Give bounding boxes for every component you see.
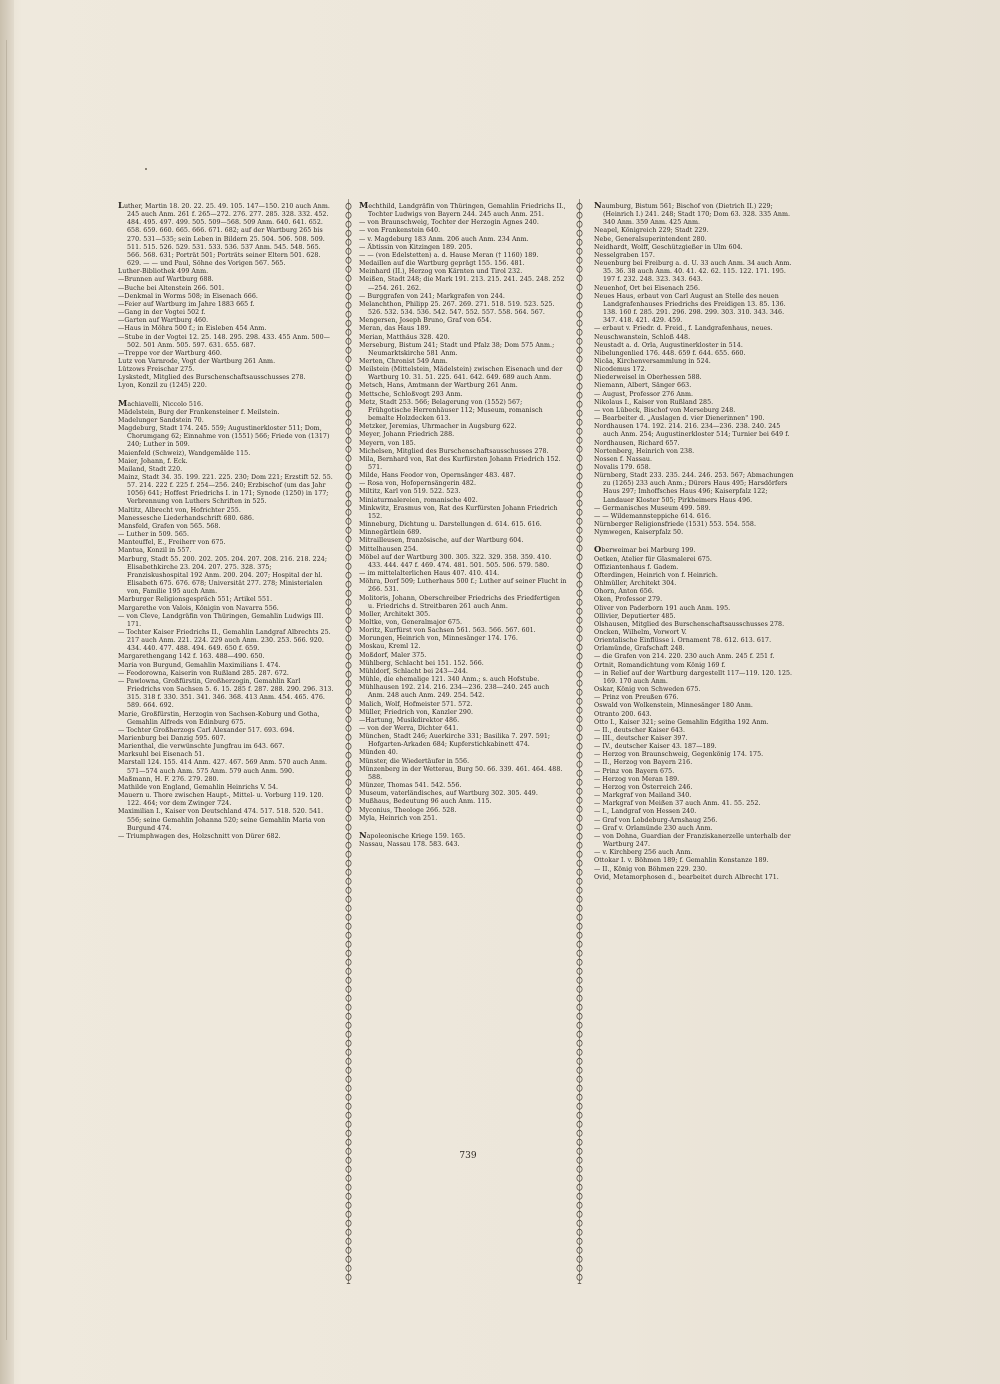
index-entry: Lyon, Konzil zu (1245) 220. xyxy=(118,382,207,390)
index-entry: — Pawlowna, Großfürstin, Großherzogin, Gemahlin Karl Friedrichs von Sachsen 5. 6. 15. 285 f. 287. 288. 290. 296. 313. 315. 318 f. 330. 351. 341. 346. 368. 413 Anm. 454. 465. 476. 589. 664. 692. xyxy=(118,677,334,710)
section-initial: M xyxy=(118,397,128,408)
index-entry: Oswald von Wolkenstein, Minnesänger 180 Anm. xyxy=(594,702,753,710)
index-entry: — Burggrafen von 241; Markgrafen von 244. xyxy=(359,292,505,300)
index-entry: Nymwegen, Kaiserpfalz 50. xyxy=(594,529,684,537)
index-entry: Moskau, Kreml 12. xyxy=(359,643,421,651)
index-entry-text: berweimar bei Marburg 199. xyxy=(601,547,696,555)
index-entry: Mauern u. Thore zwischen Haupt-, Mittel- u. Vorburg 119. 120. 122. 464; vor dem Zwinger 724. xyxy=(118,792,324,808)
index-entry: Marburg, Stadt 55. 200. 202. 205. 204. 207. 208. 216. 218. 224; Elisabethkirche 23. 204. 207. 275. 328. 375; Franziskushospital 192 Anm. 200. 204. 207; Hospital der hl. Elisabeth 675. 676. 678; Universität 277. 278; Ministerialen von, Familie 195 auch Anm. xyxy=(118,555,327,596)
index-entry: Merseburg, Bistum 241; Stadt und Pfalz 38; Dom 575 Anm.; Neumarktskirche 581 Anm. xyxy=(359,341,555,357)
index-entry-text: apoleonische Kriege 159. 165. xyxy=(366,832,466,840)
index-entry: Ottokar I. v. Böhmen 189; f. Gemahlin Konstanze 189. xyxy=(594,857,769,865)
index-entry: Offiziantenhaus f. Gadem. xyxy=(594,563,679,571)
index-entry: Moßdorf, Maler 375. xyxy=(359,651,427,659)
index-entry: Madelunger Sandstein 70. xyxy=(118,416,204,424)
index-entry: Maier, Johann, f. Eck. xyxy=(118,457,188,465)
index-entry: Neustadt a. d. Orla, Augustinerkloster in 514. xyxy=(594,341,743,349)
gutter-line xyxy=(6,40,7,1340)
index-entry: Meinhard (II.), Herzog von Kärnten und Tirol 232. xyxy=(359,268,523,276)
index-entry: Ohorn, Anton 656. xyxy=(594,588,654,596)
index-entry: Mantua, Konzil in 557. xyxy=(118,547,192,555)
index-entry: Möhra, Dorf 509; Lutherhaus 500 f.; Luther auf seiner Flucht in 266. 531. xyxy=(359,578,567,594)
index-entry: Oncken, Wilhelm, Vorwort V. xyxy=(594,628,687,636)
index-entry: —Brunnen auf Wartburg 688. xyxy=(118,276,214,284)
index-entry: — — (von Edelstetten) a. d. Hause Meran († 1160) 189. xyxy=(359,251,539,259)
index-entry: Novalis 179. 658. xyxy=(594,464,651,471)
index-entry: Ollivier, Deputierter 485. xyxy=(594,612,676,620)
index-entry: Niederweisel in Oberhessen 588. xyxy=(594,374,702,382)
section-initial: O xyxy=(594,544,602,555)
index-entry: München, Stadt 246; Auerkirche 331; Basilika 7. 297. 591; Hofgarten-Arkaden 684; Kupferstichkabinett 474. xyxy=(359,733,551,749)
index-entry: — I., Landgraf von Hessen 240. xyxy=(594,808,697,816)
index-entry: — II., König von Böhmen 229. 230. xyxy=(594,865,708,873)
index-entry: —Denkmal in Worms 508; in Eisenach 666. xyxy=(118,292,258,300)
index-entry: — August, Professor 276 Anm. xyxy=(594,390,694,398)
index-entry: — Tochter Kaiser Friedrichs II., Gemahlin Landgraf Albrechts 25. 217 auch Anm. 221. 224. 229 auch Anm. 230. 253. 566. 920. 434. 440. 477. 488. 494. 649. 650 f. 659. xyxy=(118,628,331,653)
index-entry: Oliver von Paderborn 191 auch Anm. 195. xyxy=(594,604,731,612)
index-entry: Otto I., Kaiser 321; seine Gemahlin Edgitha 192 Anm. xyxy=(594,718,769,726)
index-entry: — Bearbeiter d. „Auslagen d. vier Dienerinnen" 190. xyxy=(594,415,765,423)
index-entry: Molitoris, Johann, Oberschreiber Friedrichs des Friedfertigen u. Friedrichs d. Streitbaren 261 auch Anm. xyxy=(359,594,560,610)
index-entry: Oskar, König von Schweden 675. xyxy=(594,686,701,694)
page-mark xyxy=(145,168,147,170)
index-entry: — — Wildemannsteppiche 614. 616. xyxy=(594,512,712,520)
index-entry: —Gang in der Vogtei 502 f. xyxy=(118,309,206,317)
index-entry: —Buche bei Altenstein 266. 501. xyxy=(118,284,225,292)
index-entry: —Haus in Möhra 500 f.; in Eisleben 454 Anm. xyxy=(118,325,267,333)
index-entry: Oetken, Atelier für Glasmalerei 675. xyxy=(594,555,712,563)
index-entry: Mailand, Stadt 220. xyxy=(118,465,183,473)
index-entry xyxy=(594,545,794,555)
index-entry: Museum, vaterländisches, auf Wartburg 302. 305. 449. xyxy=(359,790,538,798)
index-entry: Maienfeld (Schweiz), Wandgemälde 115. xyxy=(118,449,251,457)
index-entry: Ohlmüller, Architekt 304. xyxy=(594,580,677,588)
index-entry: Manteuffel, E., Freiherr von 675. xyxy=(118,539,226,547)
column-divider-ornament-1 xyxy=(344,199,353,1284)
index-entry: Marksuhl bei Eisenach 51. xyxy=(118,751,205,759)
index-entry: — Herzog von Braunschweig, Gegenkönig 174. 175. xyxy=(594,751,764,759)
index-entry: Orlamünde, Grafschaft 248. xyxy=(594,645,685,653)
index-entry: Nicäa, Kirchenversammlung in 524. xyxy=(594,357,711,365)
index-entry: — von Lübeck, Bischof von Merseburg 248. xyxy=(594,406,736,414)
index-entry: Nicodemus 172. xyxy=(594,366,647,374)
index-entry: Milde, Hans Feodor von, Opernsänger 483. 487. xyxy=(359,472,516,480)
index-entry: — von der Werra, Dichter 641. xyxy=(359,725,459,732)
index-entry: — Triumphwagen des, Holzschnitt von Dürer 682. xyxy=(118,832,281,840)
index-entry: Miniaturmalereien, romanische 402. xyxy=(359,496,478,504)
index-entry: Lutz von Varnrode, Vogt der Wartburg 261 Anm. xyxy=(118,357,276,365)
index-entry: — von Frankenstein 640. xyxy=(359,227,441,235)
index-entry: Myconius, Theologe 266. 528. xyxy=(359,806,457,814)
index-entry: — die Grafen von 214. 220. 230 auch Anm. 245 f. 251 f. xyxy=(594,653,775,661)
index-entry xyxy=(118,201,334,268)
index-entry: — Herzog von Österreich 246. xyxy=(594,783,693,791)
index-entry: —Stube in der Vogtei 12. 25. 148. 295. 298. 433. 455 Anm. 500—502. 501 Anm. 505. 597. 631. 655. 687. xyxy=(118,333,330,349)
section-initial: N xyxy=(359,829,367,840)
index-entry: — in Relief auf der Wartburg dargestellt 117—119. 120. 125. 169. 170 auch Anm. xyxy=(594,669,793,685)
index-entry: Margarethengang 142 f. 163. 488—490. 650. xyxy=(118,653,265,661)
index-entry: Neapel, Königreich 229; Stadt 229. xyxy=(594,227,709,235)
index-entry: Marburger Religionsgespräch 551; Artikel 551. xyxy=(118,596,273,604)
index-entry: Mittelhausen 254. xyxy=(359,545,419,553)
column-divider-ornament-2 xyxy=(575,199,584,1284)
index-entry: Neuschwanstein, Schloß 448. xyxy=(594,333,691,341)
index-entry: — von Braunschweig, Tochter der Herzogin Agnes 240. xyxy=(359,219,539,227)
index-entry: Mettsche, Schloßvogt 293 Anm. xyxy=(359,390,463,398)
index-entry: Ortnit, Romandichtung vom König 169 f. xyxy=(594,661,726,669)
index-entry: Meyer, Johann Friedrich 288. xyxy=(359,431,455,439)
index-entry: Medaillen auf die Wartburg geprägt 155. 156. 481. xyxy=(359,260,525,268)
index-entry: Mühlberg, Schlacht bei 151. 152. 566. xyxy=(359,659,484,667)
index-entry: — von Dohna, Guardian der Franziskanerzelle unterhalb der Wartburg 247. xyxy=(594,832,791,849)
index-entry: — Äbtissin von Kitzingen 189. 205. xyxy=(359,243,473,251)
index-entry-text: uther, Martin 18. 20. 22. 25. 49. 105. 147—150. 210 auch Anm. 245 auch Anm. 261 f. 265—272. 276. 277. 285. 328. 332. 452. 484. 495. 497. 499. 505. 509—568. 509 Anm. 640. 641. 652. 658. 659. 660. 665. 666. 671. 682; auf der Wartburg 265 bis 270. 531—535; sein Leben in Bildern 25. 504. 506. 508. 509. 511. 515. 526. 529. 531. 533. 536. 537 Anm. 545. 548. 565. 566. 568. 631; Porträt 501; Porträts seiner Eltern 501. 628. 629. — — und Paul, Söhne des Vorigen 567. 565. xyxy=(123,203,330,268)
index-entry: Meilstein (Mittelstein, Mädelstein) zwischen Eisenach und der Wartburg 10. 31. 51. 225. 641. 642. 649. 689 auch Anm. xyxy=(359,366,563,382)
index-entry: Malich, Wolf, Hofmeister 571. 572. xyxy=(359,700,473,708)
index-entry: Münzer, Thomas 541. 542. 556. xyxy=(359,782,462,790)
index-entry: Mühlhausen 192. 214. 216. 234—236. 238—240. 245 auch Anm. 248 auch Anm. 249. 254. 542. xyxy=(359,684,550,700)
index-entry: Merian, Matthäus 328. 420. xyxy=(359,333,450,341)
index-entry: — von Cleve, Landgräfin von Thüringen, Gemahlin Ludwigs III. 171. xyxy=(118,612,324,628)
index-entry: Neidhardt, Wolff, Geschützgießer in Ulm 604. xyxy=(594,243,743,251)
index-entry: Nordhausen, Richard 657. xyxy=(594,439,680,447)
index-entry-text: aumburg, Bistum 561; Bischof von (Dietrich II.) 229; (Heinrich I.) 241. 248; Stadt 170; Dom 63. 328. 335 Anm. 340 Anm. 359 Anm. 425 Anm. xyxy=(601,203,791,227)
index-entry: Maßmann, H. F. 276. 279. 280. xyxy=(118,775,219,783)
index-entry: Münzenberg in der Wetterau, Burg 50. 66. 339. 461. 464. 488. 588. xyxy=(359,765,563,781)
index-entry: Nebe, Generalsuperintendent 280. xyxy=(594,235,707,243)
index-entry: Moller, Architekt 305. xyxy=(359,610,431,618)
index-entry: Müller, Friedrich von, Kanzler 290. xyxy=(359,708,474,716)
index-entry: Maltitz, Albrecht von, Hofrichter 255. xyxy=(118,506,241,514)
index-entry: Morungen, Heinrich von, Minnesänger 174. 176. xyxy=(359,635,518,643)
index-entry: Meyern, von 185. xyxy=(359,439,416,447)
index-entry: Nürnberg, Stadt 233. 235. 244. 246. 253. 567; Abmachungen zu (1265) 233 auch Anm.; Dürers Haus 495; Harsdörfers Haus 297; Imhoffsches Haus 496; Kaiserpfalz 122; Landauer Kloster 505; Pirkheimers Haus 496. xyxy=(594,472,794,504)
index-entry: Otranto 200. 643. xyxy=(594,710,652,718)
index-entry: Mädelstein, Burg der Frankensteiner f. Meilstein. xyxy=(118,408,280,416)
index-entry: Michelsen, Mitglied des Burschenschaftsausschusses 278. xyxy=(359,447,549,455)
index-entry: Mußhaus, Bedeutung 96 auch Anm. 115. xyxy=(359,798,492,806)
book-spine xyxy=(0,0,14,1384)
index-entry: Lyskstedt, Mitglied des Burschenschaftsausschusses 278. xyxy=(118,374,306,382)
index-entry: — Rosa von, Hofopernsängerin 482. xyxy=(359,480,477,488)
index-entry: Myla, Heinrich von 251. xyxy=(359,814,438,822)
index-entry: Minnegärtlein 689. xyxy=(359,529,422,537)
index-entry: — Graf v. Orlamünde 230 auch Anm. xyxy=(594,824,713,832)
index-entry: Mila, Bernhard von, Rat des Kurfürsten Johann Friedrich 152. 571. xyxy=(359,455,561,471)
index-entry: Maria von Burgund, Gemahlin Maximilians I. 474. xyxy=(118,661,281,669)
index-entry: —Treppe vor der Wartburg 460. xyxy=(118,349,222,357)
index-entry: Nikolaus I., Kaiser von Rußland 285. xyxy=(594,398,714,406)
index-entry: — Prinz von Preußen 676. xyxy=(594,694,679,702)
index-entry: —Hartung, Musikdirektor 486. xyxy=(359,716,460,724)
index-entry: Mengersen, Joseph Bruno, Graf von 654. xyxy=(359,317,492,325)
index-column-2 xyxy=(359,201,567,849)
index-entry: Metz, Stadt 253. 566; Belagerung von (1552) 567; Frühgotische Herrenhäuser 112; Museum, romanisch bemalte Holzdecken 613. xyxy=(359,398,543,423)
index-entry: Minneburg, Dichtung u. Darstellungen d. 614. 615. 616. xyxy=(359,521,542,529)
index-entry: Marienthal, die verwünschte Jungfrau im 643. 667. xyxy=(118,743,285,751)
index-entry: — Graf von Lobdeburg-Arnshaug 256. xyxy=(594,816,718,824)
index-entry: Merten, Chronist 549 Anm. xyxy=(359,357,448,365)
index-entry: — Feodorowna, Kaiserin von Rußland 285. 287. 672. xyxy=(118,669,289,677)
index-entry: Nürnberger Religionsfriede (1531) 553. 554. 558. xyxy=(594,521,757,529)
index-entry-text: echthild, Landgräfin von Thüringen, Gemahlin Friedrichs II., Tochter Ludwigs von Bayern 244. 245 auch Anm. 251. xyxy=(368,203,566,219)
index-entry: — Germanisches Museum 499. 589. xyxy=(594,504,711,512)
index-entry: Münden 40. xyxy=(359,749,398,757)
index-entry: Metsch, Hans, Amtmann der Wartburg 261 Anm. xyxy=(359,382,518,390)
index-entry: — II., Herzog von Bayern 216. xyxy=(594,759,693,767)
section-gap xyxy=(118,391,334,399)
index-entry: Niemann, Albert, Sänger 663. xyxy=(594,382,692,390)
index-entry: Maximilian I., Kaiser von Deutschland 474. 517. 518. 520. 541. 556; seine Gemahlin Johanna 520; seine Gemahlin Maria von Burgund 474. xyxy=(118,808,326,832)
index-entry: — im mittelalterlichen Haus 407. 410. 414. xyxy=(359,570,500,578)
index-entry: Metzker, Jeremias, Uhrmacher in Augsburg 622. xyxy=(359,423,517,431)
index-entry-text: achiavelli, Niccolo 516. xyxy=(127,400,204,408)
index-entry: Ofterdingen, Heinrich von f. Heinrich. xyxy=(594,571,718,579)
index-entry: Mitrailleusen, französische, auf der Wartburg 604. xyxy=(359,537,524,545)
index-entry: Neuenburg bei Freiburg a. d. U. 33 auch Anm. 34 auch Anm. 35. 36. 38 auch Anm. 40. 41. 42. 62. 115. 122. 171. 195. 197 f. 232. 248. 323. 343. 643. xyxy=(594,260,792,284)
index-entry: Marie, Großfürstin, Herzogin von Sachsen-Koburg und Gotha, Gemahlin Alfreds von Edinburg 675. xyxy=(118,710,320,726)
index-entry: Neuenhof, Ort bei Eisenach 256. xyxy=(594,284,701,292)
index-entry: — II., deutscher Kaiser 643. xyxy=(594,726,686,734)
index-entry: Magdeburg, Stadt 174. 245. 559; Augustinerkloster 511; Dom, Chorumgang 62; Einnahme von (1551) 566; Friede von (1317) 240; Luther in 509. xyxy=(118,425,330,449)
index-entry: Orientalische Einflüsse i. Ornament 78. 612. 613. 617. xyxy=(594,637,772,645)
index-entry: Minkwitz, Erasmus von, Rat des Kurfürsten Johann Friedrich 152. xyxy=(359,504,558,520)
index-entry: —Feier auf Wartburg im Jahre 1883 665 f. xyxy=(118,300,255,308)
index-entry: Lützows Freischar 275. xyxy=(118,366,195,374)
index-entry: Nortenberg, Heinrich von 238. xyxy=(594,447,695,455)
index-entry xyxy=(118,399,334,409)
index-entry: Mathilde von England, Gemahlin Heinrichs V. 54. xyxy=(118,783,279,791)
index-entry: Münster, die Wiedertäufer in 556. xyxy=(359,757,470,765)
index-entry: Meran, das Haus 189. xyxy=(359,325,431,333)
index-entry: Marstall 124. 155. 414 Anm. 427. 467. 569 Anm. 570 auch Anm. 571—574 auch Anm. 575 Anm. 579 auch Anm. 590. xyxy=(118,759,328,775)
index-entry: Miltitz, Karl von 519. 522. 523. xyxy=(359,488,461,496)
index-entry: Mansfeld, Grafen von 565. 568. xyxy=(118,522,221,530)
index-entry: Möbel auf der Wartburg 300. 305. 322. 329. 358. 359. 410. 433. 444. 447 f. 469. 474. 481. 501. 505. 506. 579. 580. xyxy=(359,553,552,569)
index-entry xyxy=(594,201,794,227)
index-column-3 xyxy=(594,201,794,882)
index-entry: — erbaut v. Friedr. d. Freid., f. Landgrafenhaus, neues. xyxy=(594,325,773,333)
index-entry: Melanchthon, Philipp 25. 267. 269. 271. 518. 519. 523. 525. 526. 532. 534. 536. 542. 547. 552. 557. 558. 564. 567. xyxy=(359,300,555,317)
index-entry: Mainz, Stadt 34. 35. 199. 221. 225. 230; Dom 221; Erzstift 52. 55. 57. 214. 222 f. 225 f. 254—256. 240; Erzbischof (um das Jahr 1056) 641; Hoffest Friedrichs I. in 171; Synode (1250) in 177; Verbrennung von Luthers Schriften in 525. xyxy=(118,474,333,506)
index-entry: Mühldorf, Schlacht bei 243—244. xyxy=(359,667,468,675)
section-initial: L xyxy=(118,200,124,210)
index-entry: Mühle, die ehemalige 121. 340 Anm.; s. auch Hofstube. xyxy=(359,676,540,684)
index-entry: — Markgraf von Meißen 37 auch Anm. 41. 55. 252. xyxy=(594,800,761,808)
index-entry: — Herzog von Meran 189. xyxy=(594,775,680,783)
index-entry: — III., deutscher Kaiser 397. xyxy=(594,735,688,742)
index-entry: Olshausen, Mitglied des Burschenschaftsausschusses 278. xyxy=(594,620,785,628)
index-entry: Nibelungenlied 176. 448. 659 f. 644. 655. 660. xyxy=(594,349,746,357)
index-entry: Oken, Professor 279. xyxy=(594,596,663,604)
index-entry: — Markgraf von Mailand 340. xyxy=(594,792,692,800)
index-entry: — Prinz von Bayern 675. xyxy=(594,767,675,775)
index-entry: Nassau, Nassau 178. 583. 643. xyxy=(359,841,460,849)
index-entry: Marienburg bei Danzig 595. 607. xyxy=(118,735,226,742)
index-column-1 xyxy=(118,201,334,841)
section-gap xyxy=(359,823,567,831)
index-entry: Margarethe von Valois, Königin von Navarra 556. xyxy=(118,604,279,612)
index-entry: Luther-Bibliothek 499 Anm. xyxy=(118,268,209,276)
index-entry: Nossen f. Nassau. xyxy=(594,455,653,463)
index-entry: — v. Kirchberg 256 auch Anm. xyxy=(594,849,693,857)
page-number: 739 xyxy=(459,1151,477,1161)
index-entry: —Garten auf Wartburg 460. xyxy=(118,317,209,325)
index-entry: Nesselgraben 157. xyxy=(594,251,655,259)
index-entry: — v. Magdeburg 183 Anm. 206 auch Anm. 234 Anm. xyxy=(359,235,529,243)
index-entry: Meißen, Stadt 248; die Mark 191. 213. 215. 241. 245. 248. 252—254. 261. 262. xyxy=(359,276,565,292)
index-entry: Moltke, von, Generalmajor 675. xyxy=(359,618,463,626)
index-entry: Neues Haus, erbaut von Carl August an Stelle des neuen Landgrafenhauses Friedrichs des Freidigen 13. 85. 136. 138. 160 f. 285. 291. 296. 298. 299. 303. 310. 343. 346. 347. 418. 421. 429. 459. xyxy=(594,292,786,325)
section-initial: M xyxy=(359,200,369,210)
index-entry: — Tochter Großherzogs Carl Alexander 517. 693. 694. xyxy=(118,726,295,734)
section-gap xyxy=(594,537,794,545)
index-entry xyxy=(359,201,567,219)
index-entry: — IV., deutscher Kaiser 43. 187—189. xyxy=(594,743,717,751)
index-entry: — Luther in 509. 565. xyxy=(118,531,190,539)
index-entry: Nordhausen 174. 192. 214. 216. 234—236. 238. 240. 245 auch Anm. 254; Augustinerkloster 514; Turnier bei 649 f. xyxy=(594,423,790,439)
index-entry xyxy=(359,831,567,841)
index-entry: Ovid, Metamorphosen d., bearbeitet durch Albrecht 171. xyxy=(594,873,779,881)
section-initial: N xyxy=(594,200,602,210)
index-entry: Manessesche Liederhandschrift 680. 686. xyxy=(118,514,254,522)
index-entry: Moritz, Kurfürst von Sachsen 561. 563. 566. 567. 601. xyxy=(359,627,536,635)
